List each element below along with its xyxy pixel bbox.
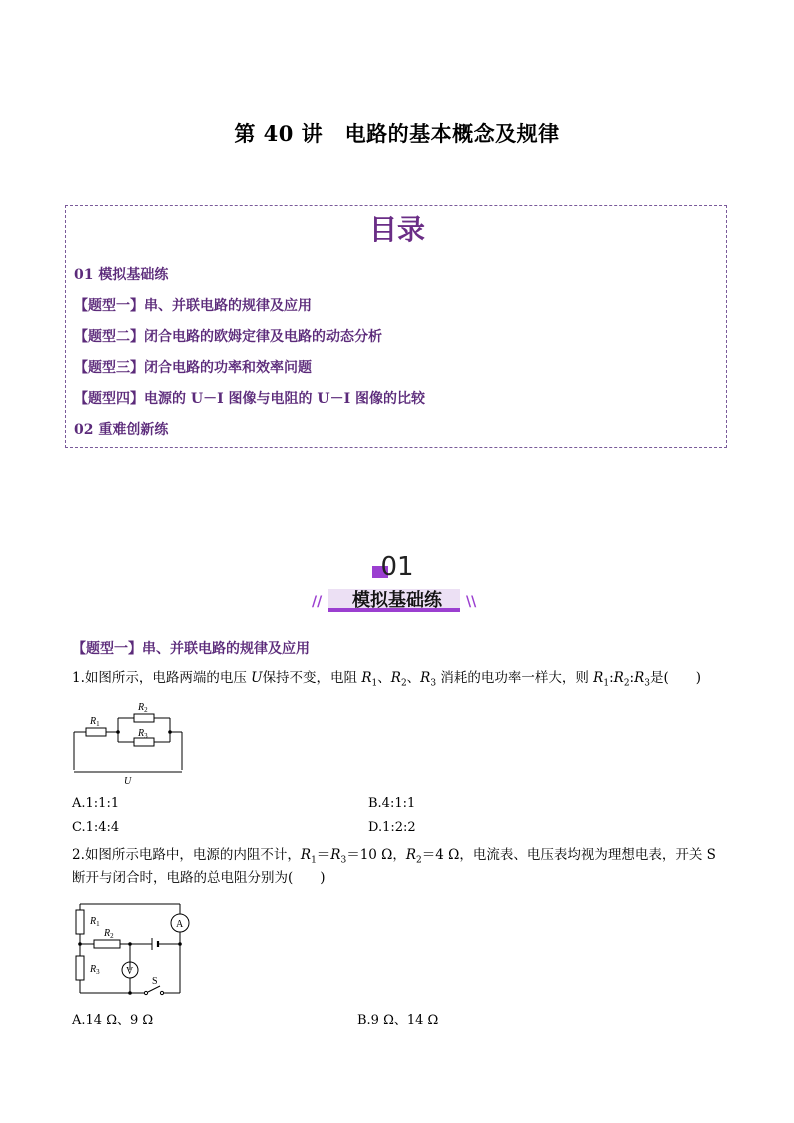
toc-item[interactable]: 【题型二】闭合电路的欧姆定律及电路的动态分析 [74, 329, 382, 345]
question-type-heading: 【题型一】串、并联电路的规律及应用 [72, 641, 310, 657]
question-1-circuit-diagram [68, 694, 188, 786]
ammeter-label: A [176, 919, 184, 930]
diagram-label-r2: $R_2$ [138, 702, 148, 714]
page-title: 第 40 讲 电路的基本概念及规律 [234, 121, 560, 146]
toc-item[interactable]: 01 模拟基础练 [74, 267, 169, 283]
section-slash-left: // [312, 594, 323, 610]
table-of-contents [65, 205, 727, 448]
question-2-option-a[interactable]: A.14 Ω、9 Ω [72, 1013, 154, 1028]
voltmeter-label: V [126, 966, 134, 977]
section-number: 01 [380, 552, 414, 582]
switch-label: S [152, 976, 158, 987]
question-1-option-d[interactable]: D.1:2:2 [368, 820, 416, 835]
diagram-label-r3: $R_3$ [138, 728, 148, 740]
question-1-text: 1.如图所示，电路两端的电压 U保持不变，电阻 $R_1$、$R_2$、$R_3$ 消耗的电功率一样大，则 $R_1:R_2:R_3$是( ) [72, 670, 702, 689]
diagram-label-u: U [124, 776, 132, 786]
toc-item[interactable]: 【题型一】串、并联电路的规律及应用 [74, 298, 312, 314]
diagram-label-r2: $R_2$ [104, 928, 114, 940]
toc-item[interactable]: 【题型四】电源的 U－I 图像与电阻的 U－I 图像的比较 [74, 391, 426, 407]
toc-heading: 目录 [368, 213, 425, 246]
diagram-label-r3: $R_3$ [90, 964, 100, 976]
diagram-label-r1: $R_1$ [90, 916, 100, 928]
section-slash-right: \\ [466, 594, 477, 610]
toc-item[interactable]: 02 重难创新练 [74, 422, 169, 438]
question-2-option-b[interactable]: B.9 Ω、14 Ω [357, 1013, 439, 1028]
question-2-text-line2: 断开与闭合时，电路的总电阻分别为( ) [72, 870, 326, 886]
question-1-option-b[interactable]: B.4:1:1 [368, 796, 416, 811]
question-2-circuit-diagram [70, 896, 200, 998]
question-1-option-c[interactable]: C.1:4:4 [72, 820, 120, 835]
section-label: 模拟基础练 [352, 590, 442, 611]
question-2-text-line1: 2.如图所示电路中，电源的内阻不计，$R_1=R_3=10$ Ω，$R_2=4$ Ω，电流表、电压表均视为理想电表，开关 S [72, 847, 716, 866]
question-1-option-a[interactable]: A.1:1:1 [72, 796, 120, 811]
diagram-label-r1: $R_1$ [90, 716, 100, 728]
toc-item[interactable]: 【题型三】闭合电路的功率和效率问题 [74, 360, 312, 376]
